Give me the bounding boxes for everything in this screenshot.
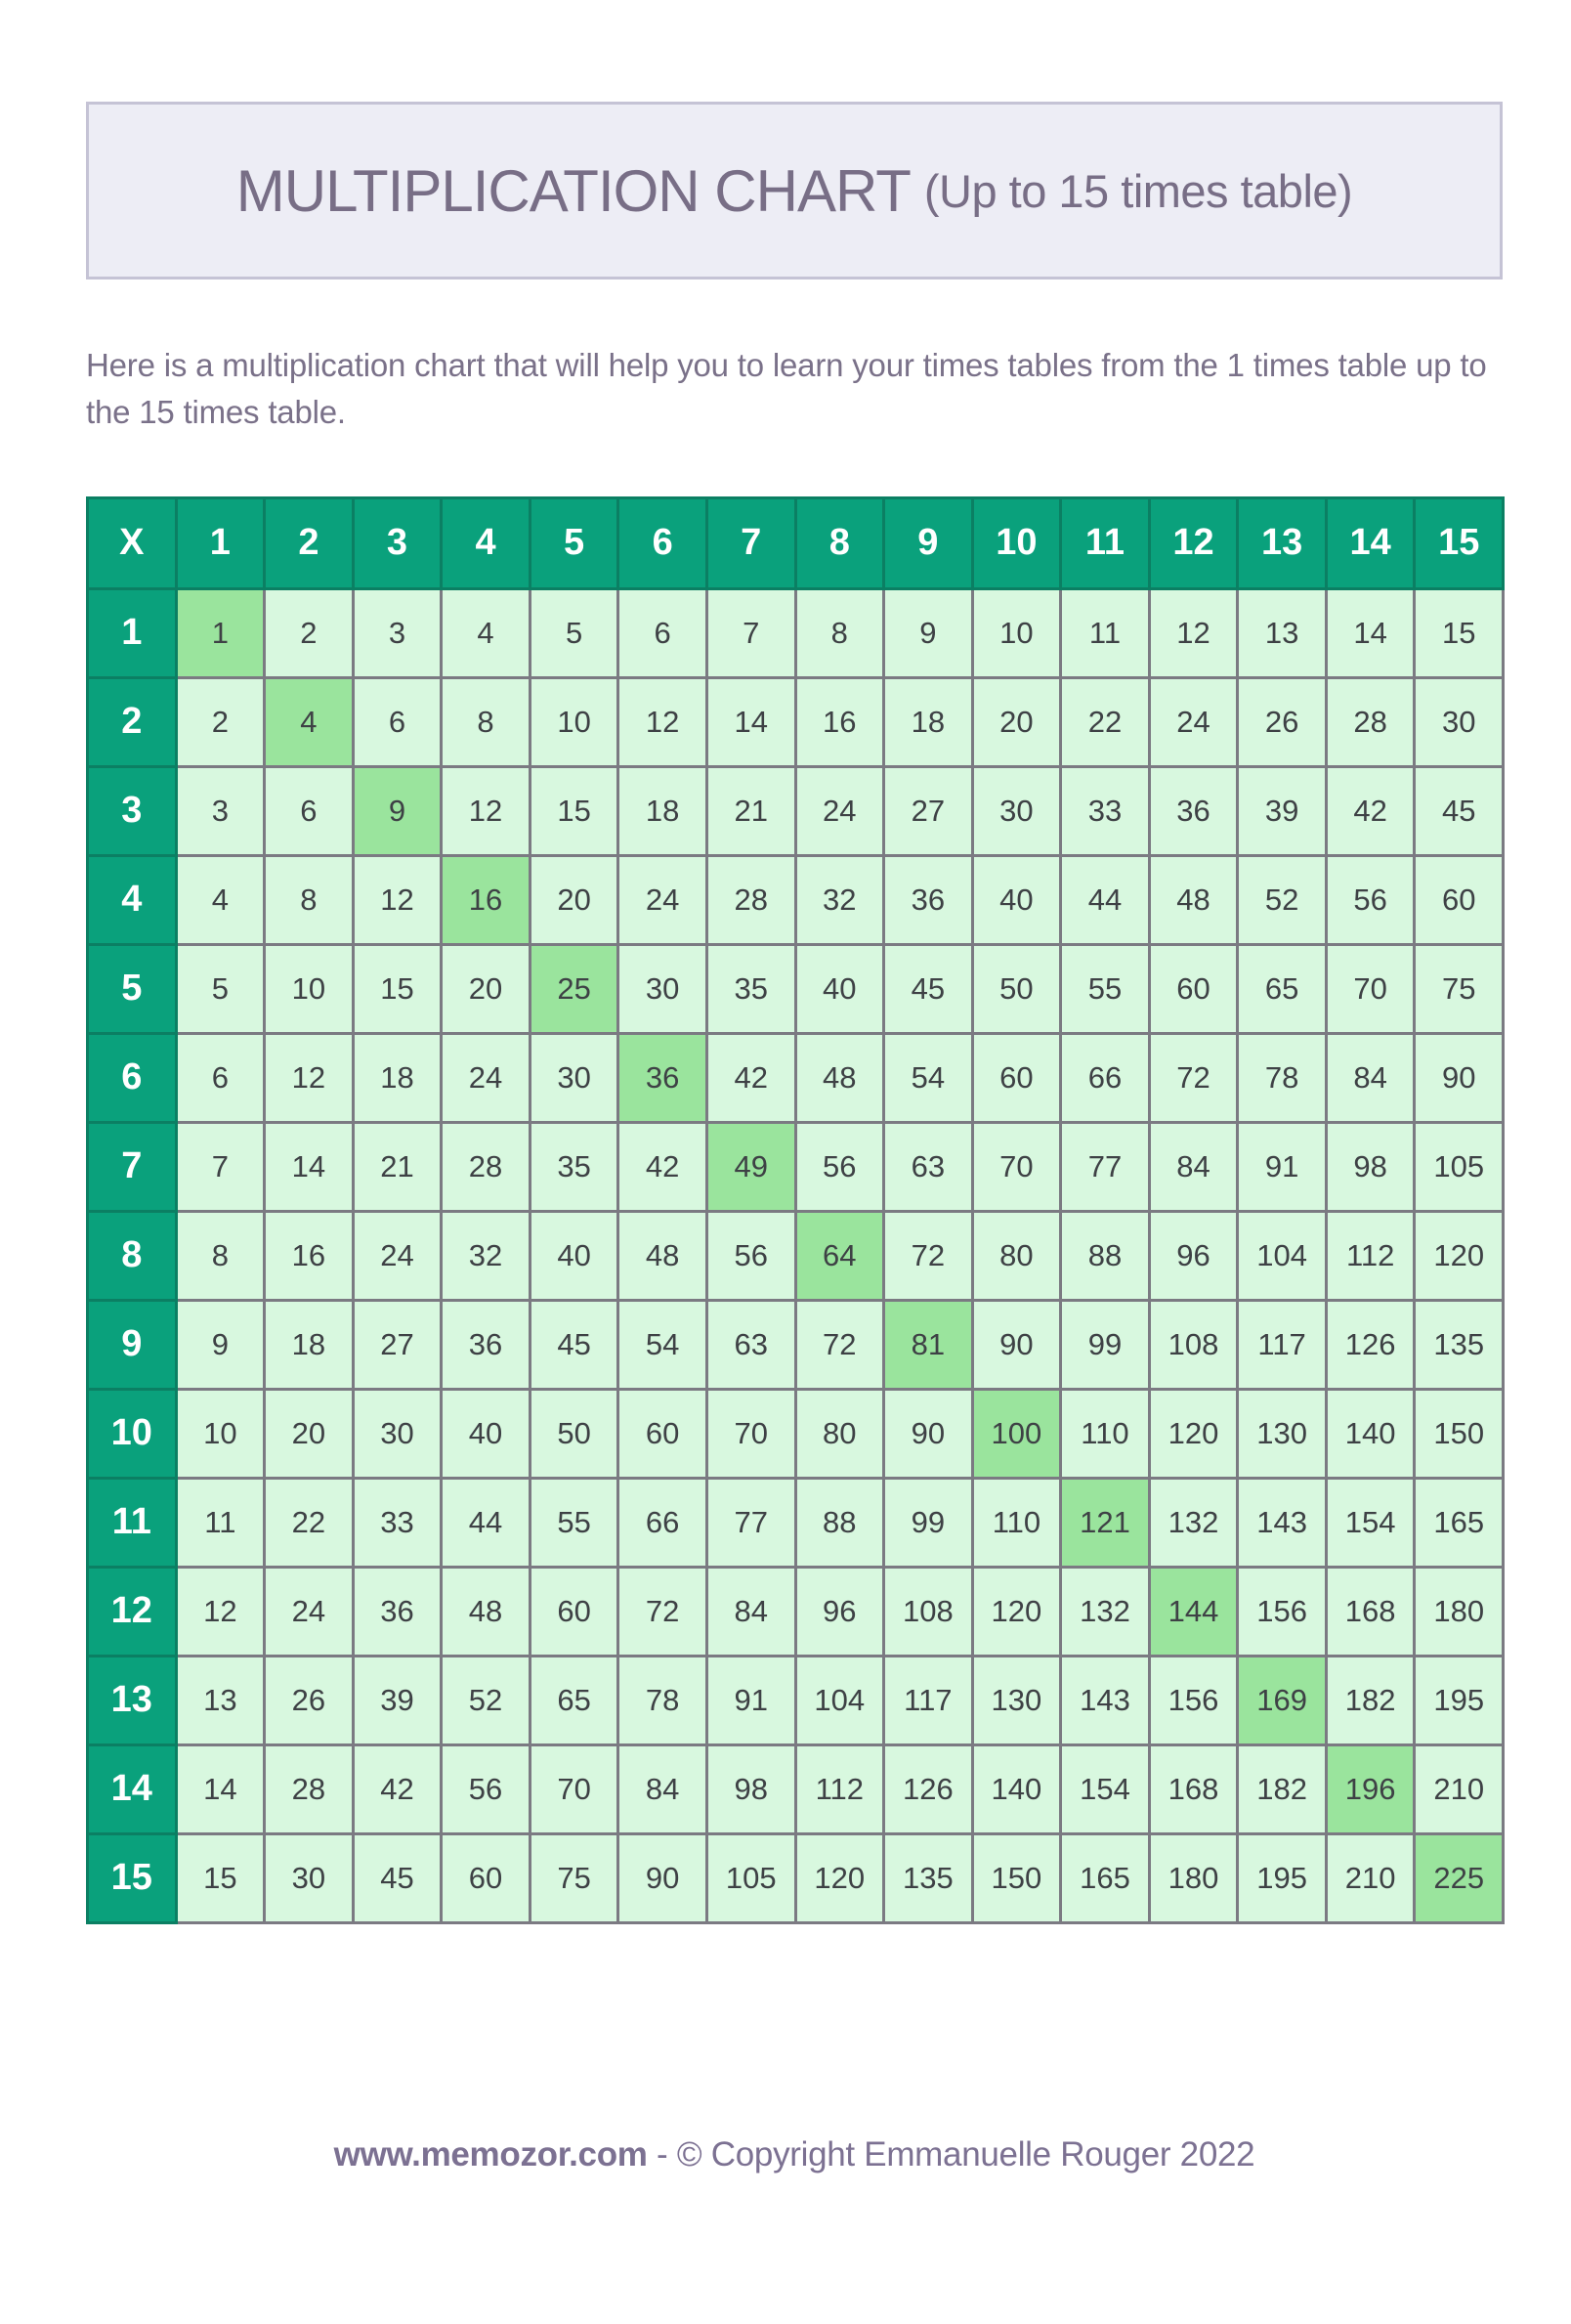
product-cell: 18 [353, 1033, 442, 1122]
product-cell: 13 [176, 1656, 265, 1744]
product-cell: 27 [884, 766, 973, 855]
col-header: 3 [353, 497, 442, 588]
product-cell: 54 [884, 1033, 973, 1122]
product-cell: 7 [176, 1122, 265, 1211]
product-cell: 132 [1149, 1478, 1238, 1567]
product-cell: 4 [265, 677, 354, 766]
product-cell: 96 [1149, 1211, 1238, 1300]
product-cell: 70 [706, 1389, 795, 1478]
product-cell: 24 [618, 855, 707, 944]
product-cell: 156 [1149, 1656, 1238, 1744]
table-row [88, 1389, 1504, 1478]
product-cell: 24 [353, 1211, 442, 1300]
product-cell: 126 [1326, 1300, 1415, 1389]
product-cell: 63 [706, 1300, 795, 1389]
product-cell: 36 [442, 1300, 531, 1389]
product-cell: 36 [353, 1567, 442, 1656]
product-cell: 30 [618, 944, 707, 1033]
product-cell: 121 [1061, 1478, 1150, 1567]
row-header: 15 [88, 1833, 177, 1922]
product-cell: 52 [442, 1656, 531, 1744]
col-header: 12 [1149, 497, 1238, 588]
product-cell: 27 [353, 1300, 442, 1389]
footer-copyright: © Copyright Emmanuelle Rouger 2022 [676, 2134, 1255, 2173]
product-cell: 105 [1415, 1122, 1504, 1211]
table-row [88, 1744, 1504, 1833]
product-cell: 24 [1149, 677, 1238, 766]
product-cell: 135 [1415, 1300, 1504, 1389]
table-row [88, 1033, 1504, 1122]
product-cell: 120 [1415, 1211, 1504, 1300]
product-cell: 48 [442, 1567, 531, 1656]
product-cell: 135 [884, 1833, 973, 1922]
product-cell: 32 [442, 1211, 531, 1300]
product-cell: 78 [618, 1656, 707, 1744]
product-cell: 30 [265, 1833, 354, 1922]
table-row [88, 1300, 1504, 1389]
product-cell: 56 [442, 1744, 531, 1833]
product-cell: 55 [530, 1478, 618, 1567]
product-cell: 120 [1149, 1389, 1238, 1478]
product-cell: 99 [884, 1478, 973, 1567]
product-cell: 168 [1149, 1744, 1238, 1833]
product-cell: 70 [972, 1122, 1061, 1211]
product-cell: 8 [442, 677, 531, 766]
product-cell: 108 [1149, 1300, 1238, 1389]
product-cell: 40 [972, 855, 1061, 944]
product-cell: 36 [884, 855, 973, 944]
product-cell: 91 [706, 1656, 795, 1744]
product-cell: 24 [265, 1567, 354, 1656]
product-cell: 12 [265, 1033, 354, 1122]
row-header: 4 [88, 855, 177, 944]
product-cell: 7 [706, 588, 795, 677]
product-cell: 165 [1061, 1833, 1150, 1922]
product-cell: 66 [618, 1478, 707, 1567]
product-cell: 45 [884, 944, 973, 1033]
product-cell: 64 [795, 1211, 884, 1300]
product-cell: 65 [1238, 944, 1327, 1033]
product-cell: 110 [1061, 1389, 1150, 1478]
product-cell: 12 [442, 766, 531, 855]
row-header: 7 [88, 1122, 177, 1211]
product-cell: 30 [353, 1389, 442, 1478]
col-header: 14 [1326, 497, 1415, 588]
product-cell: 36 [1149, 766, 1238, 855]
product-cell: 195 [1238, 1833, 1327, 1922]
multiplication-table [86, 496, 1505, 1924]
row-header: 9 [88, 1300, 177, 1389]
product-cell: 8 [265, 855, 354, 944]
product-cell: 110 [972, 1478, 1061, 1567]
product-cell: 195 [1415, 1656, 1504, 1744]
product-cell: 45 [353, 1833, 442, 1922]
product-cell: 9 [353, 766, 442, 855]
product-cell: 150 [1415, 1389, 1504, 1478]
product-cell: 6 [618, 588, 707, 677]
product-cell: 39 [1238, 766, 1327, 855]
product-cell: 117 [884, 1656, 973, 1744]
product-cell: 63 [884, 1122, 973, 1211]
product-cell: 52 [1238, 855, 1327, 944]
col-header: 5 [530, 497, 618, 588]
product-cell: 15 [1415, 588, 1504, 677]
row-header: 6 [88, 1033, 177, 1122]
row-header: 12 [88, 1567, 177, 1656]
product-cell: 120 [972, 1567, 1061, 1656]
product-cell: 70 [1326, 944, 1415, 1033]
product-cell: 60 [1149, 944, 1238, 1033]
product-cell: 12 [1149, 588, 1238, 677]
product-cell: 77 [706, 1478, 795, 1567]
header-row [88, 497, 1504, 588]
product-cell: 99 [1061, 1300, 1150, 1389]
col-header: 1 [176, 497, 265, 588]
product-cell: 44 [1061, 855, 1150, 944]
product-cell: 32 [795, 855, 884, 944]
product-cell: 60 [618, 1389, 707, 1478]
product-cell: 6 [176, 1033, 265, 1122]
product-cell: 75 [530, 1833, 618, 1922]
product-cell: 156 [1238, 1567, 1327, 1656]
product-cell: 50 [972, 944, 1061, 1033]
product-cell: 30 [530, 1033, 618, 1122]
product-cell: 16 [442, 855, 531, 944]
product-cell: 154 [1061, 1744, 1150, 1833]
product-cell: 15 [176, 1833, 265, 1922]
product-cell: 96 [795, 1567, 884, 1656]
product-cell: 132 [1061, 1567, 1150, 1656]
product-cell: 168 [1326, 1567, 1415, 1656]
product-cell: 20 [442, 944, 531, 1033]
product-cell: 72 [618, 1567, 707, 1656]
product-cell: 3 [353, 588, 442, 677]
footer [86, 2135, 1503, 2174]
product-cell: 18 [884, 677, 973, 766]
product-cell: 100 [972, 1389, 1061, 1478]
product-cell: 22 [265, 1478, 354, 1567]
col-header: 11 [1061, 497, 1150, 588]
product-cell: 36 [618, 1033, 707, 1122]
page-content [86, 102, 1503, 2174]
product-cell: 33 [1061, 766, 1150, 855]
product-cell: 15 [353, 944, 442, 1033]
product-cell: 56 [795, 1122, 884, 1211]
product-cell: 12 [176, 1567, 265, 1656]
product-cell: 10 [176, 1389, 265, 1478]
row-header: 2 [88, 677, 177, 766]
col-header: 8 [795, 497, 884, 588]
product-cell: 16 [795, 677, 884, 766]
table-row [88, 944, 1504, 1033]
product-cell: 81 [884, 1300, 973, 1389]
product-cell: 22 [1061, 677, 1150, 766]
product-cell: 40 [795, 944, 884, 1033]
product-cell: 42 [618, 1122, 707, 1211]
footer-separator: - [647, 2134, 677, 2173]
product-cell: 140 [1326, 1389, 1415, 1478]
product-cell: 30 [1415, 677, 1504, 766]
product-cell: 42 [353, 1744, 442, 1833]
product-cell: 143 [1238, 1478, 1327, 1567]
row-header: 14 [88, 1744, 177, 1833]
product-cell: 117 [1238, 1300, 1327, 1389]
product-cell: 77 [1061, 1122, 1150, 1211]
product-cell: 6 [353, 677, 442, 766]
product-cell: 196 [1326, 1744, 1415, 1833]
product-cell: 150 [972, 1833, 1061, 1922]
product-cell: 30 [972, 766, 1061, 855]
product-cell: 24 [442, 1033, 531, 1122]
product-cell: 50 [530, 1389, 618, 1478]
col-header: 10 [972, 497, 1061, 588]
product-cell: 2 [176, 677, 265, 766]
product-cell: 11 [176, 1478, 265, 1567]
product-cell: 60 [972, 1033, 1061, 1122]
product-cell: 56 [1326, 855, 1415, 944]
row-header: 11 [88, 1478, 177, 1567]
product-cell: 180 [1149, 1833, 1238, 1922]
product-cell: 13 [1238, 588, 1327, 677]
product-cell: 84 [1149, 1122, 1238, 1211]
product-cell: 48 [1149, 855, 1238, 944]
col-header: 2 [265, 497, 354, 588]
product-cell: 91 [1238, 1122, 1327, 1211]
col-header: 7 [706, 497, 795, 588]
product-cell: 56 [706, 1211, 795, 1300]
table-row [88, 1656, 1504, 1744]
table-row [88, 588, 1504, 677]
product-cell: 90 [1415, 1033, 1504, 1122]
product-cell: 10 [265, 944, 354, 1033]
product-cell: 130 [1238, 1389, 1327, 1478]
col-header: 9 [884, 497, 973, 588]
product-cell: 112 [795, 1744, 884, 1833]
product-cell: 3 [176, 766, 265, 855]
product-cell: 180 [1415, 1567, 1504, 1656]
footer-site-url: www.memozor.com [333, 2134, 648, 2173]
product-cell: 90 [618, 1833, 707, 1922]
product-cell: 84 [706, 1567, 795, 1656]
product-cell: 15 [530, 766, 618, 855]
product-cell: 48 [618, 1211, 707, 1300]
product-cell: 14 [1326, 588, 1415, 677]
product-cell: 25 [530, 944, 618, 1033]
product-cell: 21 [353, 1122, 442, 1211]
product-cell: 4 [442, 588, 531, 677]
product-cell: 120 [795, 1833, 884, 1922]
product-cell: 28 [706, 855, 795, 944]
product-cell: 98 [1326, 1122, 1415, 1211]
product-cell: 1 [176, 588, 265, 677]
product-cell: 78 [1238, 1033, 1327, 1122]
row-header: 5 [88, 944, 177, 1033]
row-header: 10 [88, 1389, 177, 1478]
product-cell: 26 [1238, 677, 1327, 766]
product-cell: 80 [795, 1389, 884, 1478]
corner-cell: X [88, 497, 177, 588]
product-cell: 28 [1326, 677, 1415, 766]
product-cell: 88 [1061, 1211, 1150, 1300]
product-cell: 210 [1415, 1744, 1504, 1833]
product-cell: 169 [1238, 1656, 1327, 1744]
col-header: 13 [1238, 497, 1327, 588]
product-cell: 165 [1415, 1478, 1504, 1567]
table-row [88, 1478, 1504, 1567]
product-cell: 90 [884, 1389, 973, 1478]
product-cell: 126 [884, 1744, 973, 1833]
intro-paragraph: Here is a multiplication chart that will help you to learn your times tables from the 1 times table up to the 15 times table. [86, 347, 1487, 430]
product-cell: 28 [442, 1122, 531, 1211]
product-cell: 12 [353, 855, 442, 944]
product-cell: 84 [618, 1744, 707, 1833]
product-cell: 6 [265, 766, 354, 855]
product-cell: 8 [176, 1211, 265, 1300]
product-cell: 21 [706, 766, 795, 855]
row-header: 13 [88, 1656, 177, 1744]
product-cell: 75 [1415, 944, 1504, 1033]
product-cell: 72 [795, 1300, 884, 1389]
table-row [88, 1833, 1504, 1922]
product-cell: 24 [795, 766, 884, 855]
product-cell: 54 [618, 1300, 707, 1389]
product-cell: 5 [176, 944, 265, 1033]
product-cell: 10 [972, 588, 1061, 677]
product-cell: 20 [265, 1389, 354, 1478]
product-cell: 144 [1149, 1567, 1238, 1656]
product-cell: 66 [1061, 1033, 1150, 1122]
product-cell: 35 [706, 944, 795, 1033]
product-cell: 65 [530, 1656, 618, 1744]
product-cell: 28 [265, 1744, 354, 1833]
product-cell: 104 [1238, 1211, 1327, 1300]
table-row [88, 855, 1504, 944]
table-row [88, 1567, 1504, 1656]
product-cell: 72 [1149, 1033, 1238, 1122]
product-cell: 20 [530, 855, 618, 944]
table-row [88, 1211, 1504, 1300]
product-cell: 4 [176, 855, 265, 944]
product-cell: 9 [884, 588, 973, 677]
product-cell: 48 [795, 1033, 884, 1122]
product-cell: 210 [1326, 1833, 1415, 1922]
product-cell: 20 [972, 677, 1061, 766]
product-cell: 49 [706, 1122, 795, 1211]
product-cell: 42 [1326, 766, 1415, 855]
product-cell: 104 [795, 1656, 884, 1744]
product-cell: 112 [1326, 1211, 1415, 1300]
product-cell: 70 [530, 1744, 618, 1833]
product-cell: 130 [972, 1656, 1061, 1744]
col-header: 15 [1415, 497, 1504, 588]
product-cell: 90 [972, 1300, 1061, 1389]
product-cell: 88 [795, 1478, 884, 1567]
product-cell: 11 [1061, 588, 1150, 677]
col-header: 6 [618, 497, 707, 588]
product-cell: 140 [972, 1744, 1061, 1833]
product-cell: 98 [706, 1744, 795, 1833]
product-cell: 18 [618, 766, 707, 855]
row-header: 8 [88, 1211, 177, 1300]
product-cell: 40 [530, 1211, 618, 1300]
product-cell: 84 [1326, 1033, 1415, 1122]
table-row [88, 1122, 1504, 1211]
product-cell: 10 [530, 677, 618, 766]
product-cell: 105 [706, 1833, 795, 1922]
product-cell: 60 [530, 1567, 618, 1656]
product-cell: 40 [442, 1389, 531, 1478]
page-title: MULTIPLICATION CHART [235, 157, 911, 224]
product-cell: 182 [1326, 1656, 1415, 1744]
table-row [88, 766, 1504, 855]
product-cell: 14 [176, 1744, 265, 1833]
product-cell: 45 [1415, 766, 1504, 855]
row-header: 1 [88, 588, 177, 677]
table-row [88, 677, 1504, 766]
product-cell: 80 [972, 1211, 1061, 1300]
product-cell: 18 [265, 1300, 354, 1389]
product-cell: 16 [265, 1211, 354, 1300]
product-cell: 9 [176, 1300, 265, 1389]
product-cell: 143 [1061, 1656, 1150, 1744]
row-header: 3 [88, 766, 177, 855]
product-cell: 108 [884, 1567, 973, 1656]
product-cell: 26 [265, 1656, 354, 1744]
product-cell: 60 [442, 1833, 531, 1922]
product-cell: 60 [1415, 855, 1504, 944]
product-cell: 39 [353, 1656, 442, 1744]
product-cell: 8 [795, 588, 884, 677]
product-cell: 42 [706, 1033, 795, 1122]
product-cell: 225 [1415, 1833, 1504, 1922]
product-cell: 5 [530, 588, 618, 677]
product-cell: 14 [265, 1122, 354, 1211]
product-cell: 33 [353, 1478, 442, 1567]
col-header: 4 [442, 497, 531, 588]
product-cell: 45 [530, 1300, 618, 1389]
product-cell: 12 [618, 677, 707, 766]
product-cell: 154 [1326, 1478, 1415, 1567]
page-title-subtitle: (Up to 15 times table) [923, 164, 1353, 217]
product-cell: 72 [884, 1211, 973, 1300]
product-cell: 55 [1061, 944, 1150, 1033]
product-cell: 35 [530, 1122, 618, 1211]
product-cell: 44 [442, 1478, 531, 1567]
product-cell: 2 [265, 588, 354, 677]
product-cell: 182 [1238, 1744, 1327, 1833]
title-banner [86, 102, 1503, 280]
product-cell: 14 [706, 677, 795, 766]
